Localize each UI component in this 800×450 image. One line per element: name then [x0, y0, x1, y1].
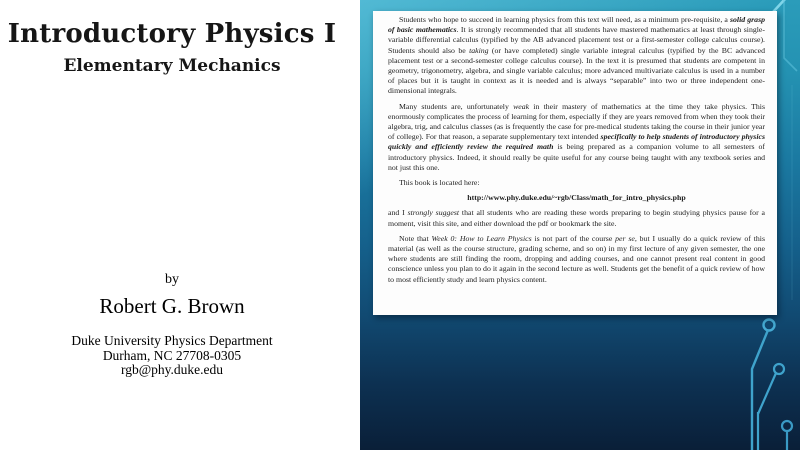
doc-text-run: http://www.phy.duke.edu/~rgb/Class/math_for_intro_physics.php — [467, 193, 686, 203]
affiliation-block — [0, 334, 344, 378]
doc-text-run: taking — [469, 45, 489, 55]
doc-text-run: strongly suggest — [407, 208, 460, 218]
doc-text-run: is being prepared as a companion volume to all semesters of introductory physics. Indeed, it should really be quite useful for any course being taught with any textbook series and not just this one. — [388, 142, 765, 172]
document-text — [373, 11, 777, 285]
doc-text-run: Students who hope to succeed in learning physics from this text will need, as a minimum pre-requisite, a — [399, 15, 730, 24]
doc-text-run: that all students who are reading these words preparing to begin studying physics pause for a moment, visit this site, and either download the pdf or bookmark the site. — [388, 208, 765, 228]
doc-text-run: per se — [615, 233, 635, 243]
doc-paragraph — [388, 208, 765, 228]
doc-text-run: in their mastery of mathematics at the time they take physics. This enormously complicates the process of learning for them, especially if they are years removed from when they took their algebra, trig, and calculus classes (as is frequently the case for pre-medical students taking the course in their junior year of college). For that reason, a separate supplementary text intended — [388, 101, 766, 142]
page-title: Introductory Physics I — [7, 19, 337, 49]
affiliation-line-department: Duke University Physics Department — [71, 333, 273, 348]
doc-text-run: Note that — [399, 233, 432, 243]
doc-text-run: . It is strongly recommended that all students have mastered mathematics at least through single-variable differential calculus (typified by the AB advanced placement test or a first-semester college calculus course). Students should also be — [388, 25, 765, 55]
document-page — [373, 11, 777, 315]
doc-text-run: Many students are, unfortunately — [399, 101, 514, 111]
doc-text-run: weak — [513, 101, 530, 111]
byline: by — [165, 272, 179, 287]
doc-paragraph — [388, 15, 765, 97]
doc-text-run: and I — [388, 208, 408, 218]
doc-text-run: specifically to help students of introductory physics quickly and efficiently review the required math — [388, 132, 765, 152]
doc-text-run: is not part of the course — [531, 233, 616, 243]
page-subtitle: Elementary Mechanics — [63, 55, 281, 76]
doc-paragraph — [388, 234, 765, 285]
doc-paragraph — [388, 178, 765, 188]
doc-text-run: , but I usually do a quick review of this material (as well as the course structure, grading scheme, and so on) in my first lecture of any given semester, the one where students are still finding the room, dropping and adding courses, and one cannot present real content in good conscience unless you plan to do it again in the second lecture as well. Students get the benefit of a quick review of how to most efficiently study and learn physics content. — [388, 233, 765, 284]
author-name: Robert G. Brown — [99, 294, 245, 318]
background-panel — [360, 0, 800, 450]
affiliation-line-email: rgb@phy.duke.edu — [120, 362, 224, 377]
title-panel — [0, 0, 360, 450]
doc-paragraph — [388, 193, 765, 203]
doc-paragraph — [388, 102, 765, 173]
doc-text-run: (or have completed) single variable integral calculus (typified by the BC advanced placement test or a second-semester college calculus course). In the text it is presumed that students are competent in geometry, trigonometry, algebra, and single variable calculus; more advanced multivariate calculus is used in a number of places but it is taught in context as it is needed and is always “separable” into two or three independent one-dimensional integrals. — [388, 45, 765, 96]
doc-text-run: This book is located here: — [399, 178, 480, 188]
doc-text-run: Week 0: How to Learn Physics — [431, 233, 532, 243]
title-block — [0, 20, 344, 76]
doc-text-run: solid grasp of basic mathematics — [388, 15, 765, 35]
affiliation-line-address: Durham, NC 27708-0305 — [102, 347, 242, 363]
